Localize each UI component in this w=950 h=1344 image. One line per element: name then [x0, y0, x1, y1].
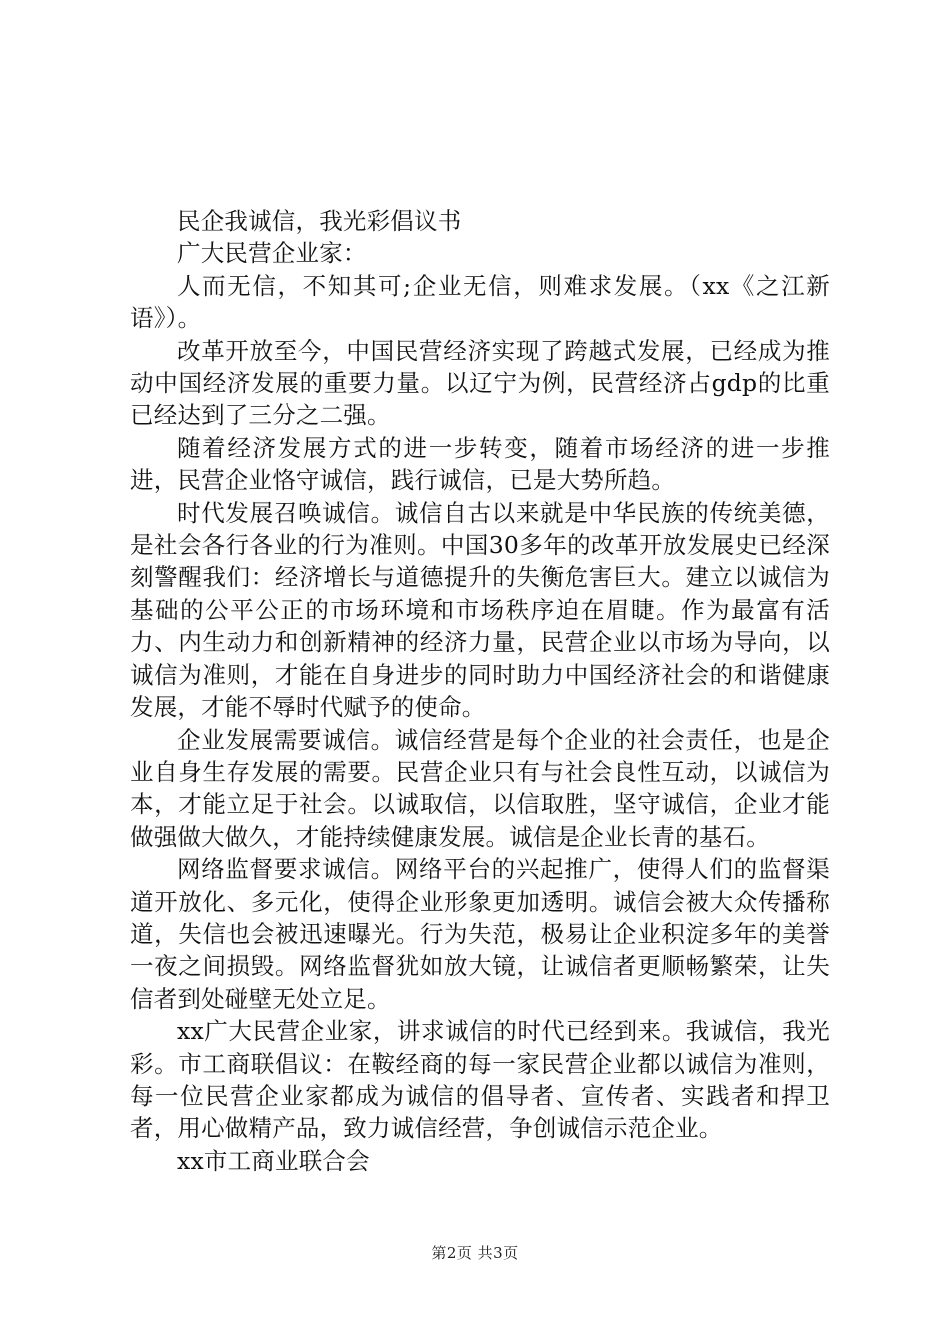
document-body — [130, 205, 830, 1177]
paragraph-enterprise: 企业发展需要诚信。诚信经营是每个企业的社会责任，也是企业自身生存发展的需要。民营企业只有与社会良性互动，以诚信为本，才能立足于社会。以诚取信，以信取胜，坚守诚信，企业才能做强做大做久，才能持续健康发展。诚信是企业长青的基石。 — [130, 725, 830, 851]
paragraph-era: 时代发展召唤诚信。诚信自古以来就是中华民族的传统美德，是社会各行各业的行为准则。中国30多年的改革开放发展史已经深刻警醒我们：经济增长与道德提升的失衡危害巨大。建立以诚信为基础的公平公正的市场环境和市场秩序迫在眉睫。作为最富有活力、内生动力和创新精神的经济力量，民营企业以市场为导向，以诚信为准则，才能在自身进步的同时助力中国经济社会的和谐健康发展，才能不辱时代赋予的使命。 — [130, 498, 830, 722]
paragraph-quote: 人而无信，不知其可;企业无信，则难求发展。（xx《之江新语》）。 — [130, 271, 830, 333]
paragraph-reform: 改革开放至今，中国民营经济实现了跨越式发展，已经成为推动中国经济发展的重要力量。以辽宁为例，民营经济占gdp的比重已经达到了三分之二强。 — [130, 336, 830, 430]
paragraph-call-to-action: xx广大民营企业家，讲求诚信的时代已经到来。我诚信，我光彩。市工商联倡议：在鞍经商的每一家民营企业都以诚信为准则，每一位民营企业家都成为诚信的倡导者、宣传者、实践者和捍卫者，用心做精产品，致力诚信经营，争创诚信示范企业。 — [130, 1017, 830, 1143]
paragraph-network: 网络监督要求诚信。网络平台的兴起推广，使得人们的监督渠道开放化、多元化，使得企业形象更加透明。诚信会被大众传播称道，失信也会被迅速曝光。行为失范，极易让企业积淀多年的美誉一夜之间损毁。网络监督犹如放大镜，让诚信者更顺畅繁荣，让失信者到处碰壁无处立足。 — [130, 855, 830, 1013]
paragraph-trend: 随着经济发展方式的进一步转变，随着市场经济的进一步推进，民营企业恪守诚信，践行诚信，已是大势所趋。 — [130, 433, 830, 495]
document-title: 民企我诚信，我光彩倡议书 — [177, 207, 462, 235]
page-indicator: 第2页 共3页 — [431, 1244, 519, 1262]
signature: xx市工商业联合会 — [177, 1146, 370, 1175]
salutation: 广大民营企业家： — [177, 239, 367, 268]
